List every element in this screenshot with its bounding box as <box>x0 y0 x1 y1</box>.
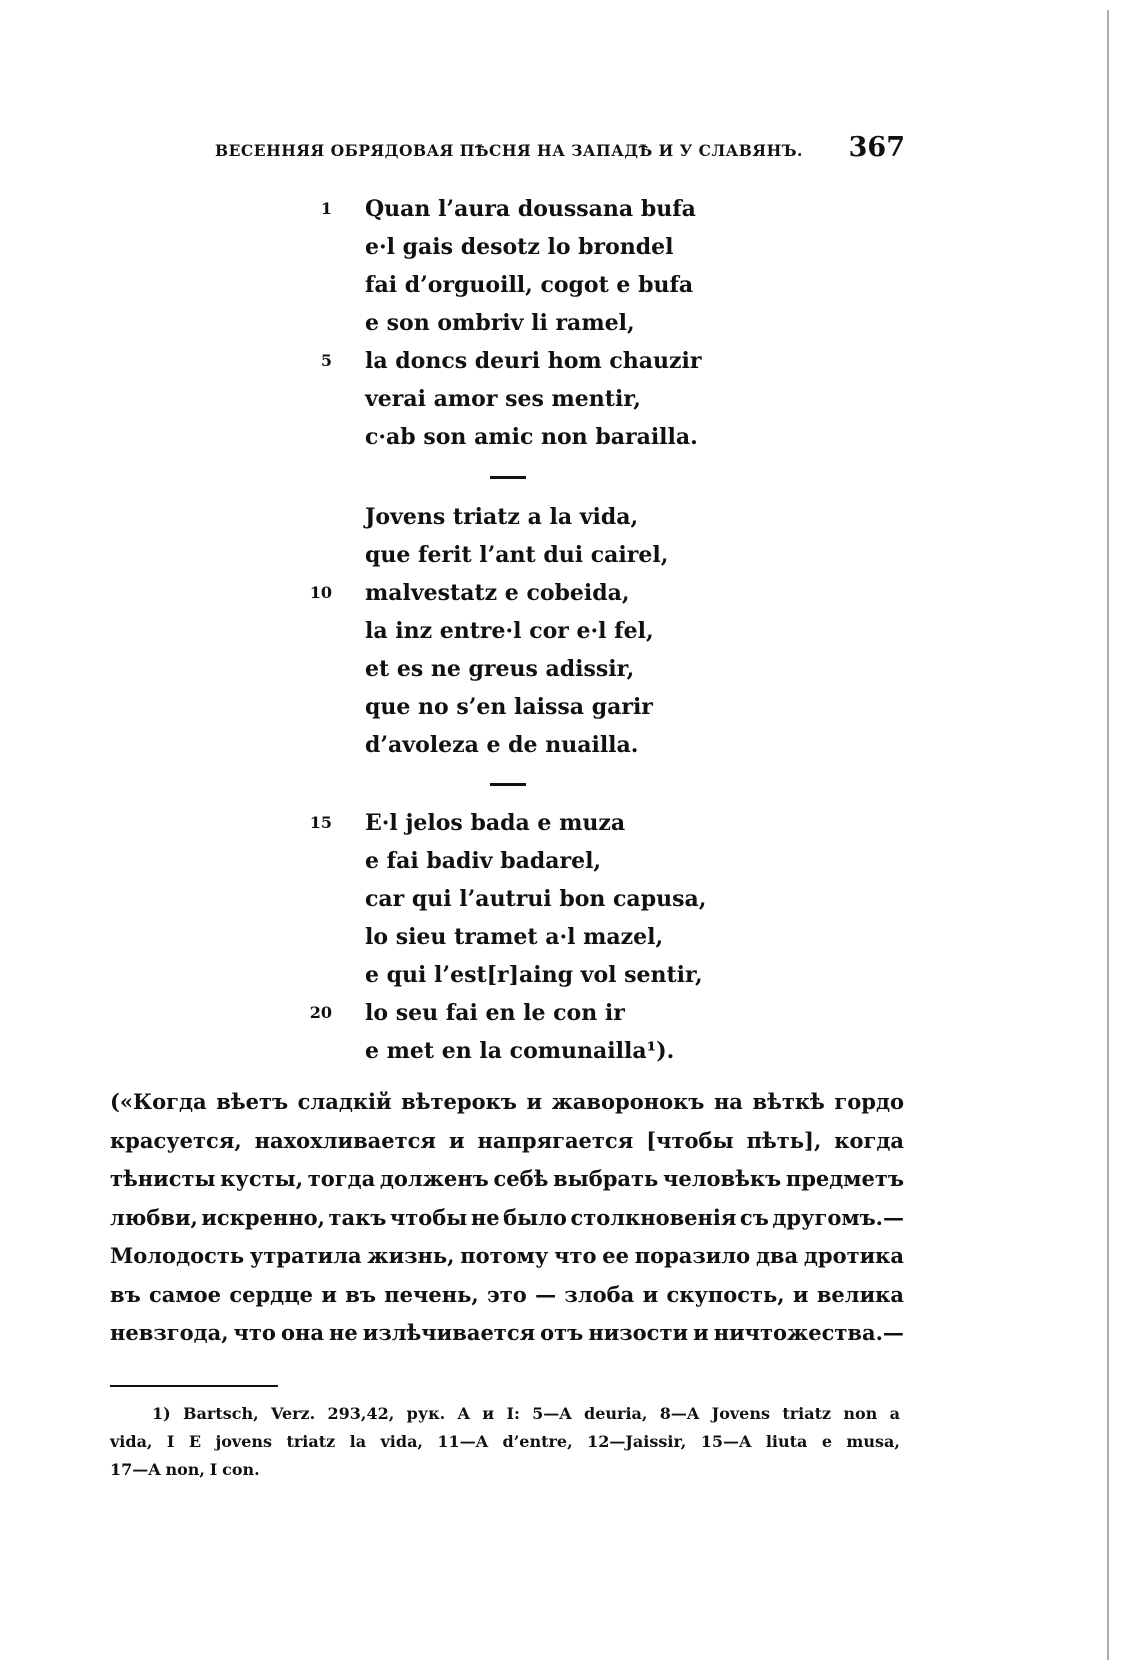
running-head <box>215 132 905 168</box>
word: утратила <box>249 1243 362 1268</box>
word: гордо <box>834 1089 904 1114</box>
footnote-rule <box>110 1385 278 1387</box>
stanza-divider-dash <box>490 476 526 479</box>
verse-text: lo seu fai en le con ir <box>365 1000 625 1026</box>
word: — <box>535 1281 557 1307</box>
verse-text: la inz entre·l cor e·l fel, <box>365 618 654 644</box>
word: сладкій <box>297 1089 392 1114</box>
word: d’entre, <box>502 1432 573 1451</box>
verse-line <box>290 804 790 842</box>
word: сердце <box>229 1281 314 1307</box>
verse-line <box>290 842 790 880</box>
word: и <box>693 1320 709 1345</box>
verse-number: 15 <box>309 813 332 832</box>
verse-line <box>290 994 790 1032</box>
translation-line <box>110 1083 904 1122</box>
word: предметъ <box>785 1166 904 1191</box>
word: con. <box>222 1460 260 1479</box>
word: такъ <box>328 1204 387 1230</box>
word: кусты, <box>220 1166 304 1191</box>
word: тѣнисты <box>110 1166 216 1191</box>
word: I <box>209 1460 218 1479</box>
verse-text: e son ombriv li ramel, <box>365 310 635 336</box>
verse-line <box>290 418 790 456</box>
word: въ <box>345 1281 376 1307</box>
word: 1) <box>152 1404 171 1423</box>
word: не <box>328 1320 358 1345</box>
word: пѣть], <box>746 1127 822 1153</box>
poem-stanza-3 <box>290 804 790 1070</box>
word: la <box>349 1432 367 1451</box>
translation-line <box>110 1276 904 1315</box>
word: было <box>503 1204 567 1230</box>
word: I: <box>506 1404 520 1423</box>
word: что <box>233 1320 276 1345</box>
footnote-line <box>110 1400 900 1428</box>
word: Молодость <box>110 1243 245 1268</box>
page-number: 367 <box>848 132 905 163</box>
word: 8—A <box>659 1404 700 1423</box>
word: non <box>843 1404 878 1423</box>
word: и <box>642 1281 659 1307</box>
word: vida, <box>380 1432 423 1451</box>
verse-line <box>290 190 790 228</box>
word: вѣткѣ <box>752 1089 825 1114</box>
verse-number: 20 <box>309 1003 332 1022</box>
word: съ <box>739 1204 769 1230</box>
verse-text: verai amor ses mentir, <box>365 386 641 412</box>
footnotes <box>110 1400 900 1484</box>
verse-line <box>290 1032 790 1070</box>
translation-line <box>110 1199 904 1238</box>
verse-number: 1 <box>320 199 332 218</box>
scan-edge-line <box>1107 10 1109 1660</box>
word: I <box>166 1432 175 1451</box>
verse-line <box>290 380 790 418</box>
word: ее <box>602 1243 629 1268</box>
word: излѣчивается <box>362 1320 536 1345</box>
word: напрягается <box>477 1127 634 1153</box>
word: 293,42, <box>327 1404 395 1423</box>
word: два <box>755 1243 799 1268</box>
stanza-divider-dash <box>490 783 526 786</box>
running-title: ВЕСЕННЯЯ ОБРЯДОВАЯ ПѢСНЯ НА ЗАПАДѢ И У СЛАВЯНЪ. <box>215 141 803 160</box>
word: 11—A <box>437 1432 489 1451</box>
word: поразило <box>634 1243 751 1268</box>
word: («Когда <box>110 1089 207 1114</box>
word: 15—A <box>700 1432 752 1451</box>
footnote-line <box>110 1456 900 1484</box>
word: ничтожества.— <box>713 1320 904 1345</box>
verse-line <box>290 918 790 956</box>
verse-text: E·l jelos bada e muza <box>365 810 626 836</box>
verse-text: fai d’orguoill, cogot e bufa <box>365 272 694 298</box>
word: Jovens <box>711 1404 770 1423</box>
translation-line <box>110 1160 904 1199</box>
word: когда <box>834 1127 904 1153</box>
translation-line <box>110 1314 904 1353</box>
verse-line <box>290 536 790 574</box>
verse-line <box>290 880 790 918</box>
verse-line <box>290 342 790 380</box>
word: triatz <box>286 1432 336 1451</box>
verse-text: la doncs deuri hom chauzir <box>365 348 702 374</box>
footnote-line <box>110 1428 900 1456</box>
word: e <box>821 1432 832 1451</box>
verse-line <box>290 304 790 342</box>
word: невзгода, <box>110 1320 229 1345</box>
word: скупость, <box>666 1281 785 1307</box>
verse-line <box>290 956 790 994</box>
word: на <box>713 1089 743 1114</box>
word: vida, <box>110 1432 153 1451</box>
word: a <box>889 1404 900 1423</box>
word: 17—A <box>110 1460 161 1479</box>
word: самое <box>149 1281 222 1307</box>
word: рук. <box>406 1404 446 1423</box>
word: не <box>470 1204 500 1230</box>
verse-text: d’avoleza e de nuailla. <box>365 732 639 758</box>
translation-line <box>110 1237 904 1276</box>
word: любви, <box>110 1204 198 1230</box>
verse-text: c·ab son amic non barailla. <box>365 424 698 450</box>
verse-line <box>290 650 790 688</box>
word: и <box>792 1281 809 1307</box>
word: A <box>457 1404 470 1423</box>
word: 5—A <box>532 1404 572 1423</box>
verse-text: e qui l’est[r]aing vol sentir, <box>365 962 703 988</box>
verse-line <box>290 498 790 536</box>
word: велика <box>816 1281 904 1307</box>
verse-line <box>290 726 790 764</box>
translation-line <box>110 1122 904 1161</box>
word: и <box>448 1127 465 1153</box>
word: жаворонокъ <box>551 1089 705 1114</box>
verse-line <box>290 228 790 266</box>
verse-line <box>290 266 790 304</box>
word: liuta <box>765 1432 808 1451</box>
word: она <box>280 1320 324 1345</box>
word: себѣ <box>493 1166 549 1191</box>
verse-line <box>290 688 790 726</box>
translation-paragraph <box>110 1083 904 1353</box>
word: и <box>321 1281 337 1307</box>
verse-text: e fai badiv badarel, <box>365 848 602 874</box>
word: потому <box>460 1243 549 1268</box>
word: чтобы <box>389 1204 468 1230</box>
poem-stanza-2 <box>290 498 790 764</box>
word: это <box>486 1281 527 1307</box>
word: другомъ.— <box>772 1204 904 1230</box>
word: злоба <box>564 1281 635 1307</box>
word: выбрать <box>553 1166 659 1191</box>
word: triatz <box>782 1404 832 1423</box>
word: и <box>482 1404 495 1423</box>
verse-text: et es ne greus adissir, <box>365 656 635 682</box>
word: дротика <box>803 1243 904 1268</box>
word: искренно, <box>201 1204 325 1230</box>
verse-text: que no s’en laissa garir <box>365 694 653 720</box>
verse-number: 10 <box>309 583 332 602</box>
word: нахохливается <box>254 1127 436 1153</box>
word: тогда <box>307 1166 376 1191</box>
word: E <box>188 1432 202 1451</box>
verse-text: e·l gais desotz lo brondel <box>365 234 674 260</box>
word: 12—Jaissir, <box>587 1432 687 1451</box>
verse-text: Quan l’aura doussana bufa <box>365 196 696 222</box>
verse-text: que ferit l’ant dui cairel, <box>365 542 669 568</box>
verse-text: lo sieu tramet a·l mazel, <box>365 924 664 950</box>
word: jovens <box>215 1432 273 1451</box>
word: въ <box>110 1281 141 1307</box>
word: отъ <box>540 1320 584 1345</box>
word: [чтобы <box>646 1127 734 1153</box>
word: что <box>554 1243 597 1268</box>
poem-stanza-1 <box>290 190 790 456</box>
word: жизнь, <box>367 1243 455 1268</box>
word: non, <box>165 1460 205 1479</box>
word: красуется, <box>110 1127 242 1153</box>
verse-number: 5 <box>320 351 332 370</box>
word: вѣетъ <box>216 1089 289 1114</box>
word: вѣтерокъ <box>401 1089 517 1114</box>
verse-text: e met en la comunailla¹). <box>365 1038 675 1064</box>
word: человѣкъ <box>662 1166 782 1191</box>
word: Verz. <box>271 1404 316 1423</box>
word: и <box>526 1089 543 1114</box>
word: низости <box>588 1320 689 1345</box>
word: Bartsch, <box>183 1404 259 1423</box>
word: deuria, <box>584 1404 648 1423</box>
word: musa, <box>846 1432 900 1451</box>
word: столкновенія <box>570 1204 737 1230</box>
verse-text: Jovens triatz a la vida, <box>365 504 639 530</box>
verse-line <box>290 612 790 650</box>
word: печень, <box>384 1281 479 1307</box>
verse-line <box>290 574 790 612</box>
word: долженъ <box>379 1166 489 1191</box>
verse-text: car qui l’autrui bon capusa, <box>365 886 707 912</box>
verse-text: malvestatz e cobeida, <box>365 580 630 606</box>
